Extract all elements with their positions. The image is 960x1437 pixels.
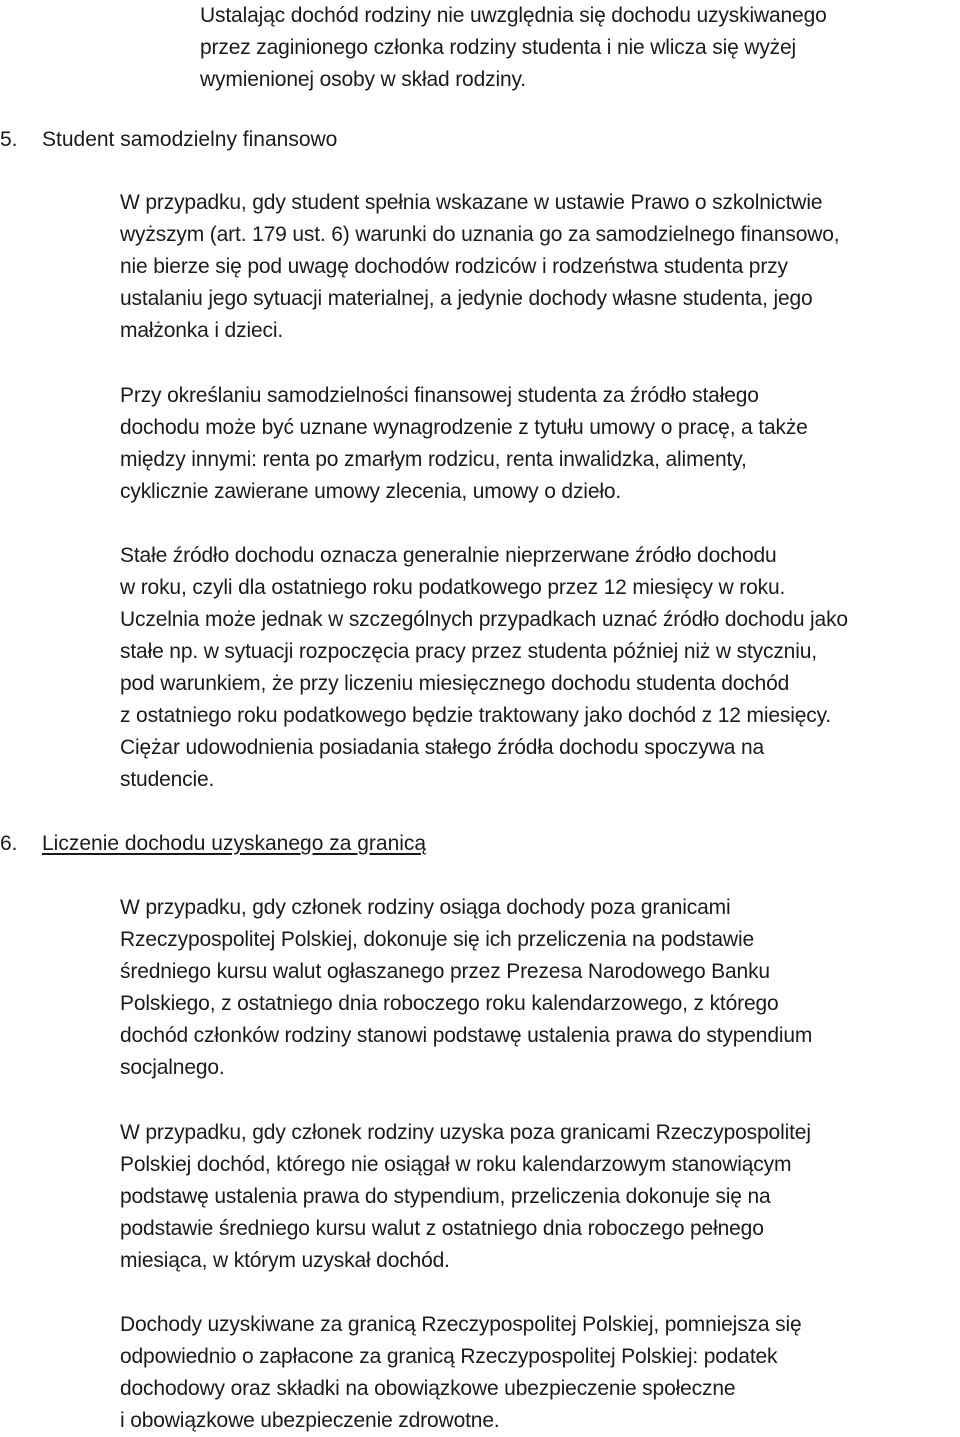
text-line: dochód członków rodziny stanowi podstawę ustalenia prawa do stypendium: [120, 1024, 813, 1047]
text-line: Dochody uzyskiwane za granicą Rzeczypospolitej Polskiej, pomniejsza się: [120, 1313, 802, 1336]
text-line: między innymi: renta po zmarłym rodzicu, renta inwalidzka, alimenty,: [120, 448, 747, 471]
text-line: Przy określaniu samodzielności finansowej studenta za źródło stałego: [120, 384, 759, 407]
text-line: stałe np. w sytuacji rozpoczęcia pracy przez studenta później niż w styczniu,: [120, 640, 817, 663]
text-line: w roku, czyli dla ostatniego roku podatkowego przez 12 miesięcy w roku.: [120, 576, 786, 599]
text-line: podstawie średniego kursu walut z ostatniego dnia roboczego pełnego: [120, 1217, 764, 1240]
text-line: socjalnego.: [120, 1056, 225, 1079]
text-line: miesiąca, w którym uzyskał dochód.: [120, 1249, 450, 1272]
section-title: Liczenie dochodu uzyskanego za granicą: [42, 832, 427, 855]
section-6-paragraph-2: [120, 1117, 811, 1277]
section-number: 5.: [0, 128, 18, 151]
text-line: Rzeczypospolitej Polskiej, dokonuje się ich przeliczenia na podstawie: [120, 928, 754, 951]
section-5-paragraph-2: [120, 380, 808, 508]
section-6-paragraph-3: [120, 1309, 802, 1437]
text-line: przez zaginionego członka rodziny studenta i nie wlicza się wyżej: [200, 36, 797, 59]
text-line: W przypadku, gdy członek rodziny uzyska poza granicami Rzeczypospolitej: [120, 1121, 811, 1144]
text-line: W przypadku, gdy student spełnia wskazane w ustawie Prawo o szkolnictwie: [120, 191, 823, 214]
text-line: nie bierze się pod uwagę dochodów rodziców i rodzeństwa studenta przy: [120, 255, 788, 278]
text-line: podstawę ustalenia prawa do stypendium, przeliczenia dokonuje się na: [120, 1185, 771, 1208]
section-number: 6.: [0, 832, 18, 855]
text-line: Polskiej dochód, którego nie osiągał w roku kalendarzowym stanowiącym: [120, 1153, 792, 1176]
text-line: Ciężar udowodnienia posiadania stałego źródła dochodu spoczywa na: [120, 736, 765, 759]
section-5-paragraph-3: [120, 540, 848, 796]
text-line: wymienionej osoby w skład rodziny.: [200, 68, 526, 91]
section-title: Student samodzielny finansowo: [42, 128, 338, 151]
text-line: Stałe źródło dochodu oznacza generalnie nieprzerwane źródło dochodu: [120, 544, 777, 567]
text-line: z ostatniego roku podatkowego będzie traktowany jako dochód z 12 miesięcy.: [120, 704, 832, 727]
text-line: małżonka i dzieci.: [120, 319, 284, 342]
text-line: Ustalając dochód rodziny nie uwzględnia się dochodu uzyskiwanego: [200, 4, 827, 27]
text-line: W przypadku, gdy członek rodziny osiąga dochody poza granicami: [120, 896, 731, 919]
text-line: ustalaniu jego sytuacji materialnej, a jedynie dochody własne studenta, jego: [120, 287, 813, 310]
text-line: Uczelnia może jednak w szczególnych przypadkach uznać źródło dochodu jako: [120, 608, 848, 631]
text-line: studencie.: [120, 768, 215, 791]
text-line: wyższym (art. 179 ust. 6) warunki do uznania go za samodzielnego finansowo,: [120, 223, 840, 246]
section-5-paragraph-1: [120, 187, 839, 347]
section-6-paragraph-1: [120, 892, 812, 1084]
text-line: cyklicznie zawierane umowy zlecenia, umowy o dzieło.: [120, 480, 622, 503]
text-line: średniego kursu walut ogłaszanego przez Prezesa Narodowego Banku: [120, 960, 770, 983]
text-line: Polskiego, z ostatniego dnia roboczego roku kalendarzowego, z którego: [120, 992, 779, 1015]
text-line: dochodu może być uznane wynagrodzenie z tytułu umowy o pracę, a także: [120, 416, 808, 439]
text-line: i obowiązkowe ubezpieczenie zdrowotne.: [120, 1409, 500, 1432]
text-line: dochodowy oraz składki na obowiązkowe ubezpieczenie społeczne: [120, 1377, 736, 1400]
intro-paragraph: [200, 0, 827, 96]
text-line: pod warunkiem, że przy liczeniu miesięcznego dochodu studenta dochód: [120, 672, 790, 695]
text-line: odpowiednio o zapłacone za granicą Rzeczypospolitej Polskiej: podatek: [120, 1345, 778, 1368]
